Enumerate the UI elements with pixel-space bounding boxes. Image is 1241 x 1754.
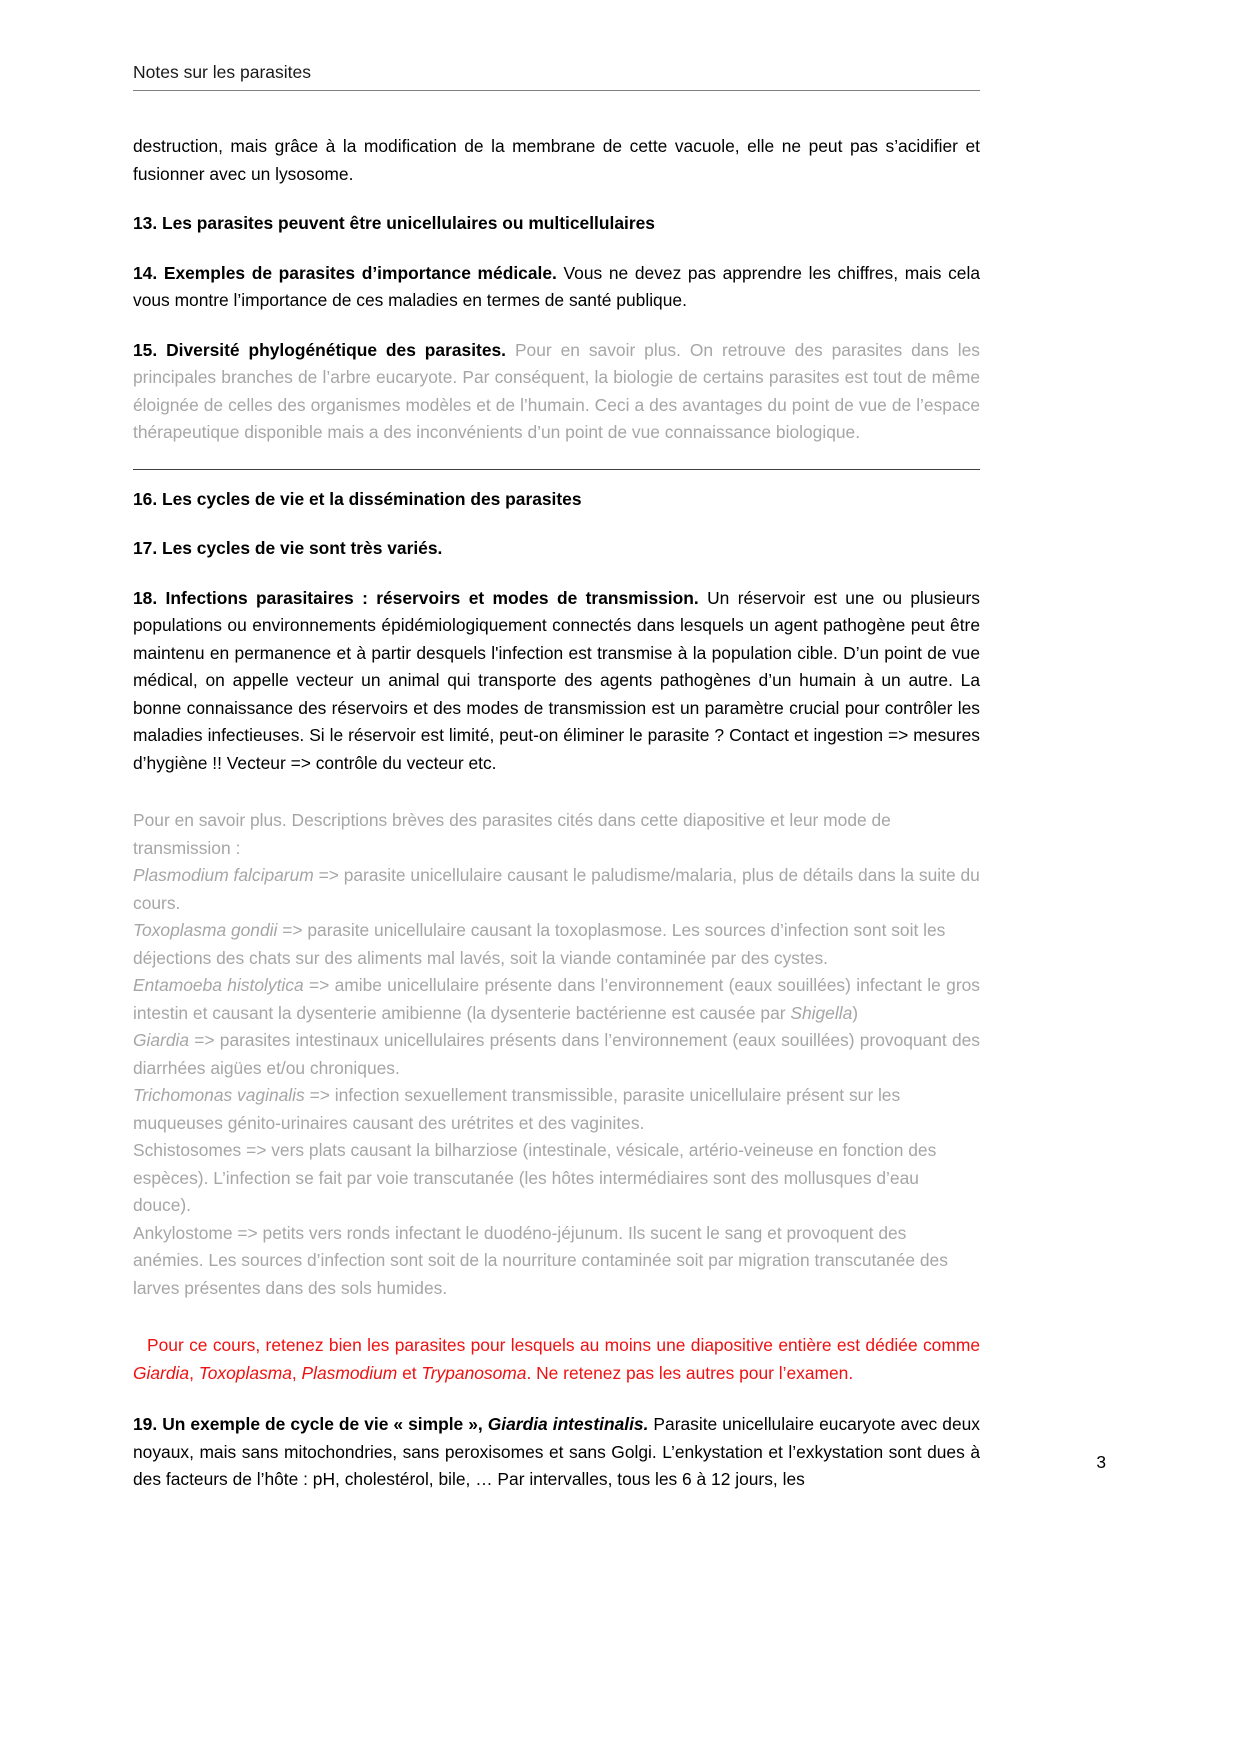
species-desc-trichomonas: => infection sexuellement transmissible, parasite unicellulaire présent sur les muqueuses génito-urinaires causant des urétrites et des vaginites. — [133, 1085, 901, 1133]
exam-warning-text-a: Pour ce cours, retenez bien les parasites pour lesquels au moins une diapositive entière est dédiée comme — [147, 1335, 980, 1355]
exam-species-giardia: Giardia — [133, 1362, 190, 1383]
section-19-species: Giardia intestinalis. — [487, 1414, 649, 1434]
species-name-trichomonas: Trichomonas vaginalis — [133, 1085, 305, 1105]
species-name-ankylostome: Ankylostome — [133, 1222, 233, 1243]
spacer — [133, 799, 980, 807]
header-title: Notes sur les parasites — [133, 62, 311, 82]
more-info-entry-schistosomes — [133, 1137, 980, 1220]
section-13 — [133, 210, 980, 238]
species-name-shigella: Shigella — [790, 1002, 853, 1023]
exam-species-toxoplasma: Toxoplasma — [198, 1362, 292, 1383]
more-info-entry-toxoplasma — [133, 917, 980, 972]
paragraph-continuation — [133, 133, 980, 188]
more-info-entry-trichomonas — [133, 1082, 980, 1137]
section-14 — [133, 260, 980, 315]
species-desc-entamoeba-b: ) — [852, 1002, 859, 1023]
exam-species-plasmodium: Plasmodium — [301, 1362, 398, 1383]
section-17-heading: 17. Les cycles de vie sont très variés. — [133, 538, 443, 558]
spacer-2 — [133, 1324, 980, 1332]
species-desc-entamoeba-a: => amibe unicellulaire présente dans l’environnement (eaux souillées) infectant le gros intestin et causant la dysenterie amibienne (la dysenterie bactérienne est causée par — [133, 975, 981, 1023]
species-name-giardia: Giardia — [133, 1030, 190, 1050]
exam-warning-text-b: . Ne retenez pas les autres pour l’examen. — [526, 1362, 854, 1383]
paragraph-continuation-text: destruction, mais grâce à la modification de la membrane de cette vacuole, elle ne peut pas s’acidifier et fusionner avec un lysosome. — [133, 136, 980, 184]
section-15-heading: 15. Diversité phylogénétique des parasites. — [133, 339, 507, 360]
exam-sep-2: , — [291, 1362, 302, 1383]
exam-sep-3: et — [397, 1362, 422, 1383]
more-info-entry-entamoeba — [133, 972, 980, 1027]
more-info-intro: Pour en savoir plus. Descriptions brèves des parasites cités dans cette diapositive et leur mode de transmission : — [133, 810, 891, 858]
exam-species-trypanosoma: Trypanosoma — [421, 1362, 527, 1383]
exam-sep-1: , — [189, 1362, 199, 1383]
species-desc-ankylostome: => petits vers ronds infectant le duodéno-jéjunum. Ils sucent le sang et provoquent des anémies. Les sources d’infection sont soit de la nourriture contaminée soit par migration transcutanée des larves présentes dans des sols humides. — [133, 1222, 948, 1298]
document-body — [133, 133, 980, 1516]
section-16-heading: 16. Les cycles de vie et la dissémination des parasites — [133, 488, 582, 509]
species-desc-schistosomes: => vers plats causant la bilharziose (intestinale, vésicale, artério-veineuse en fonction des espèces). L’infection se fait par voie transcutanée (les hôtes intermédiaires sont des mollusques d’eau douce). — [133, 1140, 937, 1215]
more-info-block — [133, 807, 980, 1302]
section-divider — [133, 469, 980, 470]
more-info-entry-plasmodium — [133, 862, 980, 917]
section-15 — [133, 337, 980, 447]
section-16 — [133, 486, 980, 514]
section-18-heading: 18. Infections parasitaires : réservoirs et modes de transmission. — [133, 587, 699, 608]
header-divider — [133, 90, 980, 91]
species-desc-giardia: => parasites intestinaux unicellulaires présents dans l’environnement (eaux souillées) provoquant des diarrhées aigües et/ou chroniques. — [133, 1030, 980, 1078]
section-13-heading: 13. Les parasites peuvent être unicellulaires ou multicellulaires — [133, 213, 655, 233]
exam-warning — [133, 1332, 980, 1387]
section-14-heading: 14. Exemples de parasites d’importance médicale. — [133, 262, 557, 283]
species-desc-toxoplasma: => parasite unicellulaire causant la toxoplasmose. Les sources d’infection sont soit les déjections des chats sur des aliments mal lavés, soit la viande contaminée par des cystes. — [133, 920, 946, 968]
section-14-text: Vous ne devez pas apprendre les chiffres, mais cela vous montre l’importance de ces maladies en termes de santé publique. — [133, 262, 980, 310]
section-17 — [133, 535, 980, 563]
species-desc-plasmodium: => parasite unicellulaire causant le paludisme/malaria, plus de détails dans la suite du cours. — [133, 865, 980, 913]
section-19-text: Parasite unicellulaire eucaryote avec deux noyaux, mais sans mitochondries, sans peroxisomes et sans Golgi. L’enkystation et l’exkystation sont dues à des facteurs de l’hôte : pH, cholestérol, bile, … Par intervalles, tous les 6 à 12 jours, les — [133, 1414, 980, 1489]
section-18-text: Un réservoir est une ou plusieurs populations ou environnements épidémiologiquement connectés dans lesquels un agent pathogène peut être maintenu en permanence et à partir desquels l'infection est transmise à la population cible. D’un point de vue médical, on appelle vecteur un animal qui transporte des agents pathogènes d’un humain à un autre. La bonne connaissance des réservoirs et des modes de transmission est un paramètre crucial pour contrôler les maladies infectieuses. Si le réservoir est limité, peut-on éliminer le parasite ? Contact et ingestion => mesures d’hygiène !! Vecteur => contrôle du vecteur etc. — [133, 587, 980, 773]
species-name-entamoeba: Entamoeba histolytica — [133, 975, 304, 995]
section-19 — [133, 1411, 980, 1494]
species-name-schistosomes: Schistosomes — [133, 1140, 242, 1160]
section-15-text: Pour en savoir plus. On retrouve des parasites dans les principales branches de l’arbre eucaryote. Par conséquent, la biologie de certains parasites est tout de même éloignée de celles des organismes modèles et de l’humain. Ceci a des avantages du point de vue de l’espace thérapeutique disponible mais a des inconvénients d’un point de vue connaissance biologique. — [133, 339, 980, 442]
species-name-plasmodium: Plasmodium falciparum — [133, 865, 314, 885]
more-info-entry-ankylostome — [133, 1220, 980, 1303]
species-name-toxoplasma: Toxoplasma gondii — [133, 920, 278, 940]
page-number: 3 — [1096, 1452, 1106, 1472]
page-header — [133, 60, 980, 91]
section-18 — [133, 585, 980, 778]
more-info-entry-giardia — [133, 1027, 980, 1082]
section-19-heading: 19. Un exemple de cycle de vie « simple », — [133, 1414, 488, 1434]
